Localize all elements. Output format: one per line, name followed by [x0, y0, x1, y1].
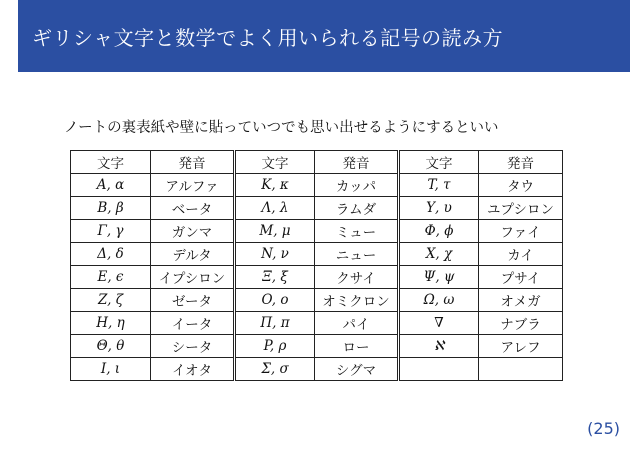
header-pronunciation: 発音	[151, 151, 235, 174]
pronunciation-cell: ユプシロン	[479, 197, 563, 220]
letter-cell: Δ, δ	[71, 243, 151, 266]
pronunciation-cell: オメガ	[479, 289, 563, 312]
letter-cell: T, τ	[399, 174, 479, 197]
header-pronunciation: 発音	[479, 151, 563, 174]
pronunciation-cell: ラムダ	[315, 197, 399, 220]
letter-cell: P, ρ	[235, 335, 315, 358]
slide-subtitle: ノートの裏表紙や壁に貼っていつでも思い出せるようにするといい	[64, 120, 499, 136]
table-row	[71, 289, 563, 312]
letter-cell: Θ, θ	[71, 335, 151, 358]
table-header-row	[71, 151, 563, 174]
pronunciation-cell: オミクロン	[315, 289, 399, 312]
empty-cell	[479, 358, 563, 381]
pronunciation-cell: タウ	[479, 174, 563, 197]
title-bar	[18, 0, 630, 72]
pronunciation-cell: カイ	[479, 243, 563, 266]
slide-title: ギリシャ文字と数学でよく用いられる記号の読み方	[32, 26, 504, 50]
table-row	[71, 358, 563, 381]
header-letter: 文字	[399, 151, 479, 174]
pronunciation-cell: ファイ	[479, 220, 563, 243]
pronunciation-cell: イプシロン	[151, 266, 235, 289]
page-number: (25)	[587, 419, 620, 438]
header-letter: 文字	[71, 151, 151, 174]
table-row	[71, 220, 563, 243]
pronunciation-cell: アルファ	[151, 174, 235, 197]
letter-cell: Ψ, ψ	[399, 266, 479, 289]
letter-cell: Φ, ϕ	[399, 220, 479, 243]
pronunciation-cell: クサイ	[315, 266, 399, 289]
table-row	[71, 335, 563, 358]
pronunciation-cell: シータ	[151, 335, 235, 358]
table-row	[71, 197, 563, 220]
pronunciation-cell: ゼータ	[151, 289, 235, 312]
table-row	[71, 312, 563, 335]
letter-cell: H, η	[71, 312, 151, 335]
greek-letter-table	[70, 150, 563, 381]
letter-cell: Π, π	[235, 312, 315, 335]
pronunciation-cell: ニュー	[315, 243, 399, 266]
pronunciation-cell: パイ	[315, 312, 399, 335]
empty-cell	[399, 358, 479, 381]
letter-cell: A, α	[71, 174, 151, 197]
letter-cell: E, ϵ	[71, 266, 151, 289]
letter-cell: K, κ	[235, 174, 315, 197]
pronunciation-cell: デルタ	[151, 243, 235, 266]
header-letter: 文字	[235, 151, 315, 174]
pronunciation-cell: イータ	[151, 312, 235, 335]
letter-cell: Γ, γ	[71, 220, 151, 243]
letter-cell: Ξ, ξ	[235, 266, 315, 289]
letter-cell: Ω, ω	[399, 289, 479, 312]
pronunciation-cell: カッパ	[315, 174, 399, 197]
letter-cell: Z, ζ	[71, 289, 151, 312]
pronunciation-cell: ロー	[315, 335, 399, 358]
letter-cell: Υ, υ	[399, 197, 479, 220]
pronunciation-cell: イオタ	[151, 358, 235, 381]
letter-cell: N, ν	[235, 243, 315, 266]
table-row	[71, 243, 563, 266]
letter-cell: Σ, σ	[235, 358, 315, 381]
letter-cell: I, ι	[71, 358, 151, 381]
letter-cell: O, o	[235, 289, 315, 312]
letter-cell: B, β	[71, 197, 151, 220]
letter-cell: X, χ	[399, 243, 479, 266]
letter-cell: Λ, λ	[235, 197, 315, 220]
pronunciation-cell: ミュー	[315, 220, 399, 243]
table-row	[71, 266, 563, 289]
pronunciation-cell: ベータ	[151, 197, 235, 220]
pronunciation-cell: アレフ	[479, 335, 563, 358]
pronunciation-cell: ガンマ	[151, 220, 235, 243]
table-row	[71, 174, 563, 197]
nabla-symbol-cell: ∇	[399, 312, 479, 335]
aleph-symbol-cell: ℵ	[399, 335, 479, 358]
pronunciation-cell: シグマ	[315, 358, 399, 381]
pronunciation-cell: プサイ	[479, 266, 563, 289]
letter-cell: M, μ	[235, 220, 315, 243]
pronunciation-cell: ナブラ	[479, 312, 563, 335]
header-pronunciation: 発音	[315, 151, 399, 174]
